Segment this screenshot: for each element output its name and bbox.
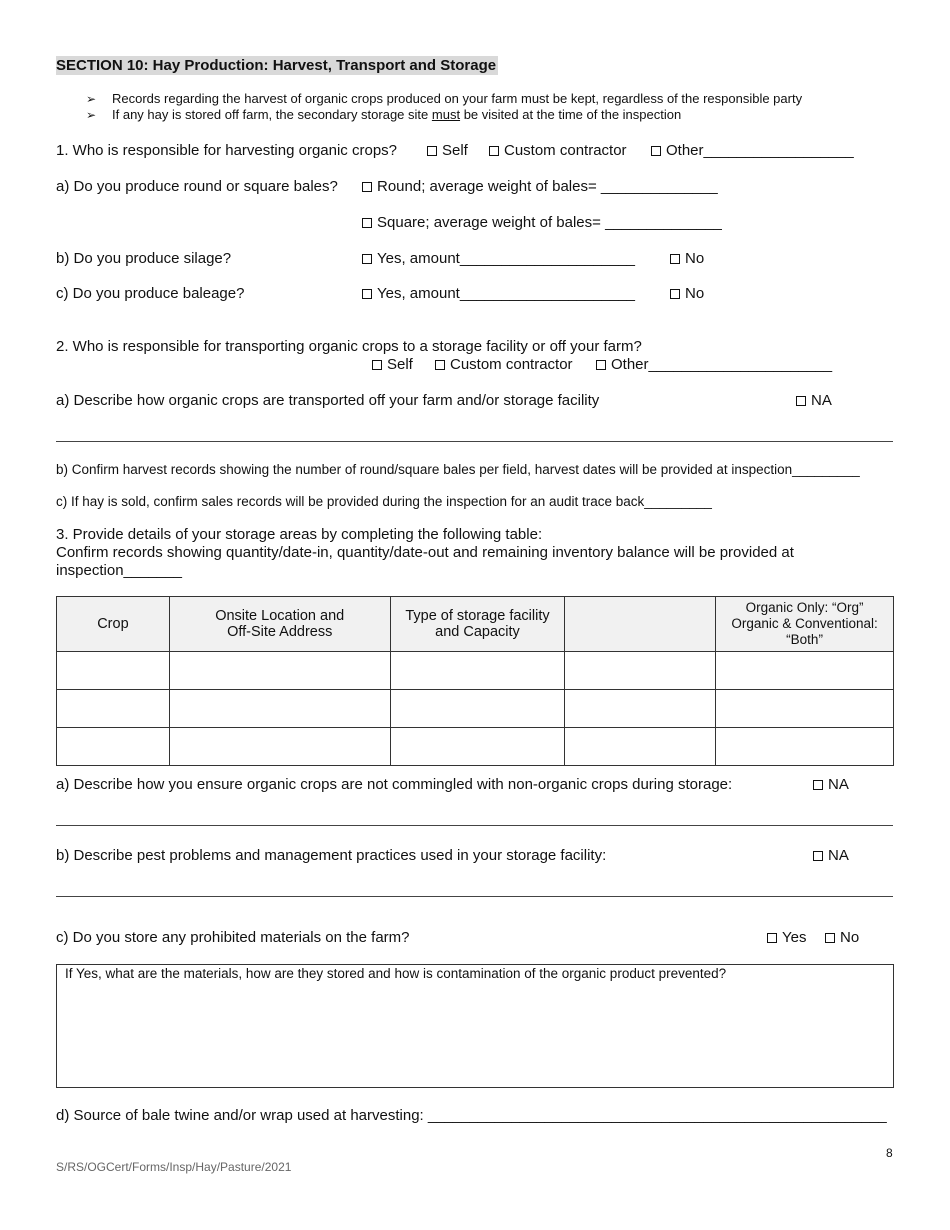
q1a-square-option[interactable]: Square; average weight of bales= ______________ [362, 214, 722, 231]
table-header-row [57, 597, 894, 652]
q2c-text: c) If hay is sold, confirm sales records will be provided during the inspection for an audit trace back_________ [56, 494, 712, 509]
q2a-na-option[interactable]: NA [796, 392, 832, 409]
table-row [57, 690, 894, 728]
table-row [57, 728, 894, 766]
header-blank [565, 597, 716, 652]
q3-inspection: inspection_______ [56, 562, 182, 579]
q3d-question: d) Source of bale twine and/or wrap used at harvesting: _______________________________________________________ [56, 1107, 887, 1124]
checkbox-icon[interactable] [670, 254, 680, 264]
checkbox-icon[interactable] [372, 360, 382, 370]
table-cell[interactable] [169, 690, 390, 728]
instructions-list [86, 91, 802, 123]
textarea-prompt: If Yes, what are the materials, how are they stored and how is contamination of the organic product prevented? [65, 966, 727, 981]
section-title: SECTION 10: Hay Production: Harvest, Transport and Storage [56, 57, 497, 74]
table-cell[interactable] [716, 652, 894, 690]
table-cell[interactable] [565, 652, 716, 690]
table-cell[interactable] [565, 728, 716, 766]
checkbox-icon[interactable] [362, 254, 372, 264]
form-code: S/RS/OGCert/Forms/Insp/Hay/Pasture/2021 [56, 1160, 292, 1174]
checkbox-icon[interactable] [362, 289, 372, 299]
header-organic-status: Organic Only: “Org” Organic & Conventional: “Both” [716, 597, 894, 652]
checkbox-icon[interactable] [825, 933, 835, 943]
q1b-no-option[interactable]: No [670, 250, 704, 267]
q3-confirm: Confirm records showing quantity/date-in, quantity/date-out and remaining inventory balance will be provided at [56, 544, 794, 561]
checkbox-icon[interactable] [362, 182, 372, 192]
bullet-item: ➢ If any hay is stored off farm, the secondary storage site must be visited at the time of the inspection [86, 107, 802, 123]
q2b-text: b) Confirm harvest records showing the number of round/square bales per field, harvest dates will be provided at inspection_________ [56, 462, 860, 477]
q2-question: 2. Who is responsible for transporting organic crops to a storage facility or off your farm? [56, 338, 642, 355]
table-cell[interactable] [716, 690, 894, 728]
checkbox-icon[interactable] [651, 146, 661, 156]
q2-custom-option[interactable]: Custom contractor [435, 356, 573, 373]
storage-table [56, 596, 894, 766]
q1b-question: b) Do you produce silage? [56, 250, 232, 267]
header-crop: Crop [57, 597, 170, 652]
table-cell[interactable] [716, 728, 894, 766]
checkbox-icon[interactable] [362, 218, 372, 228]
q1-self-option[interactable]: Self [427, 142, 468, 159]
table-cell[interactable] [57, 690, 170, 728]
table-cell[interactable] [390, 652, 565, 690]
q2-self-option[interactable]: Self [372, 356, 413, 373]
page-number: 8 [886, 1146, 893, 1160]
checkbox-icon[interactable] [813, 780, 823, 790]
q3b-na-option[interactable]: NA [813, 847, 849, 864]
q1-other-option[interactable]: Other__________________ [651, 142, 854, 159]
table-cell[interactable] [565, 690, 716, 728]
q1b-yes-option[interactable]: Yes, amount_____________________ [362, 250, 635, 267]
q1-custom-option[interactable]: Custom contractor [489, 142, 627, 159]
q3c-question: c) Do you store any prohibited materials on the farm? [56, 929, 410, 946]
table-cell[interactable] [57, 728, 170, 766]
q2a-question: a) Describe how organic crops are transported off your farm and/or storage facility [56, 392, 600, 409]
q3a-question: a) Describe how you ensure organic crops are not commingled with non-organic crops during storage: [56, 776, 733, 793]
q1a-question: a) Do you produce round or square bales? [56, 178, 338, 195]
table-cell[interactable] [390, 728, 565, 766]
checkbox-icon[interactable] [670, 289, 680, 299]
q1c-question: c) Do you produce baleage? [56, 285, 245, 302]
checkbox-icon[interactable] [596, 360, 606, 370]
checkbox-icon[interactable] [796, 396, 806, 406]
table-cell[interactable] [390, 690, 565, 728]
bullet-item: ➢ Records regarding the harvest of organic crops produced on your farm must be kept, regardless of the responsible party [86, 91, 802, 107]
table-cell[interactable] [169, 728, 390, 766]
answer-line[interactable] [56, 896, 893, 897]
q3-intro: 3. Provide details of your storage areas by completing the following table: [56, 526, 543, 543]
q3c-yes-option[interactable]: Yes [767, 929, 806, 946]
checkbox-icon[interactable] [813, 851, 823, 861]
table-cell[interactable] [57, 652, 170, 690]
answer-line[interactable] [56, 441, 893, 442]
checkbox-icon[interactable] [427, 146, 437, 156]
header-location: Onsite Location and Off-Site Address [169, 597, 390, 652]
q3b-question: b) Describe pest problems and management practices used in your storage facility: [56, 847, 607, 864]
q3a-na-option[interactable]: NA [813, 776, 849, 793]
header-type: Type of storage facility and Capacity [390, 597, 565, 652]
table-row [57, 652, 894, 690]
checkbox-icon[interactable] [489, 146, 499, 156]
table-cell[interactable] [169, 652, 390, 690]
q2-other-option[interactable]: Other______________________ [596, 356, 832, 373]
prohibited-materials-textarea[interactable] [56, 964, 894, 1088]
q1a-round-option[interactable]: Round; average weight of bales= ______________ [362, 178, 718, 195]
checkbox-icon[interactable] [767, 933, 777, 943]
emphasis-must: must [431, 107, 461, 122]
q3c-no-option[interactable]: No [825, 929, 859, 946]
checkbox-icon[interactable] [435, 360, 445, 370]
q1c-yes-option[interactable]: Yes, amount_____________________ [362, 285, 635, 302]
answer-line[interactable] [56, 825, 893, 826]
q1c-no-option[interactable]: No [670, 285, 704, 302]
q1-question: 1. Who is responsible for harvesting organic crops? [56, 142, 398, 159]
